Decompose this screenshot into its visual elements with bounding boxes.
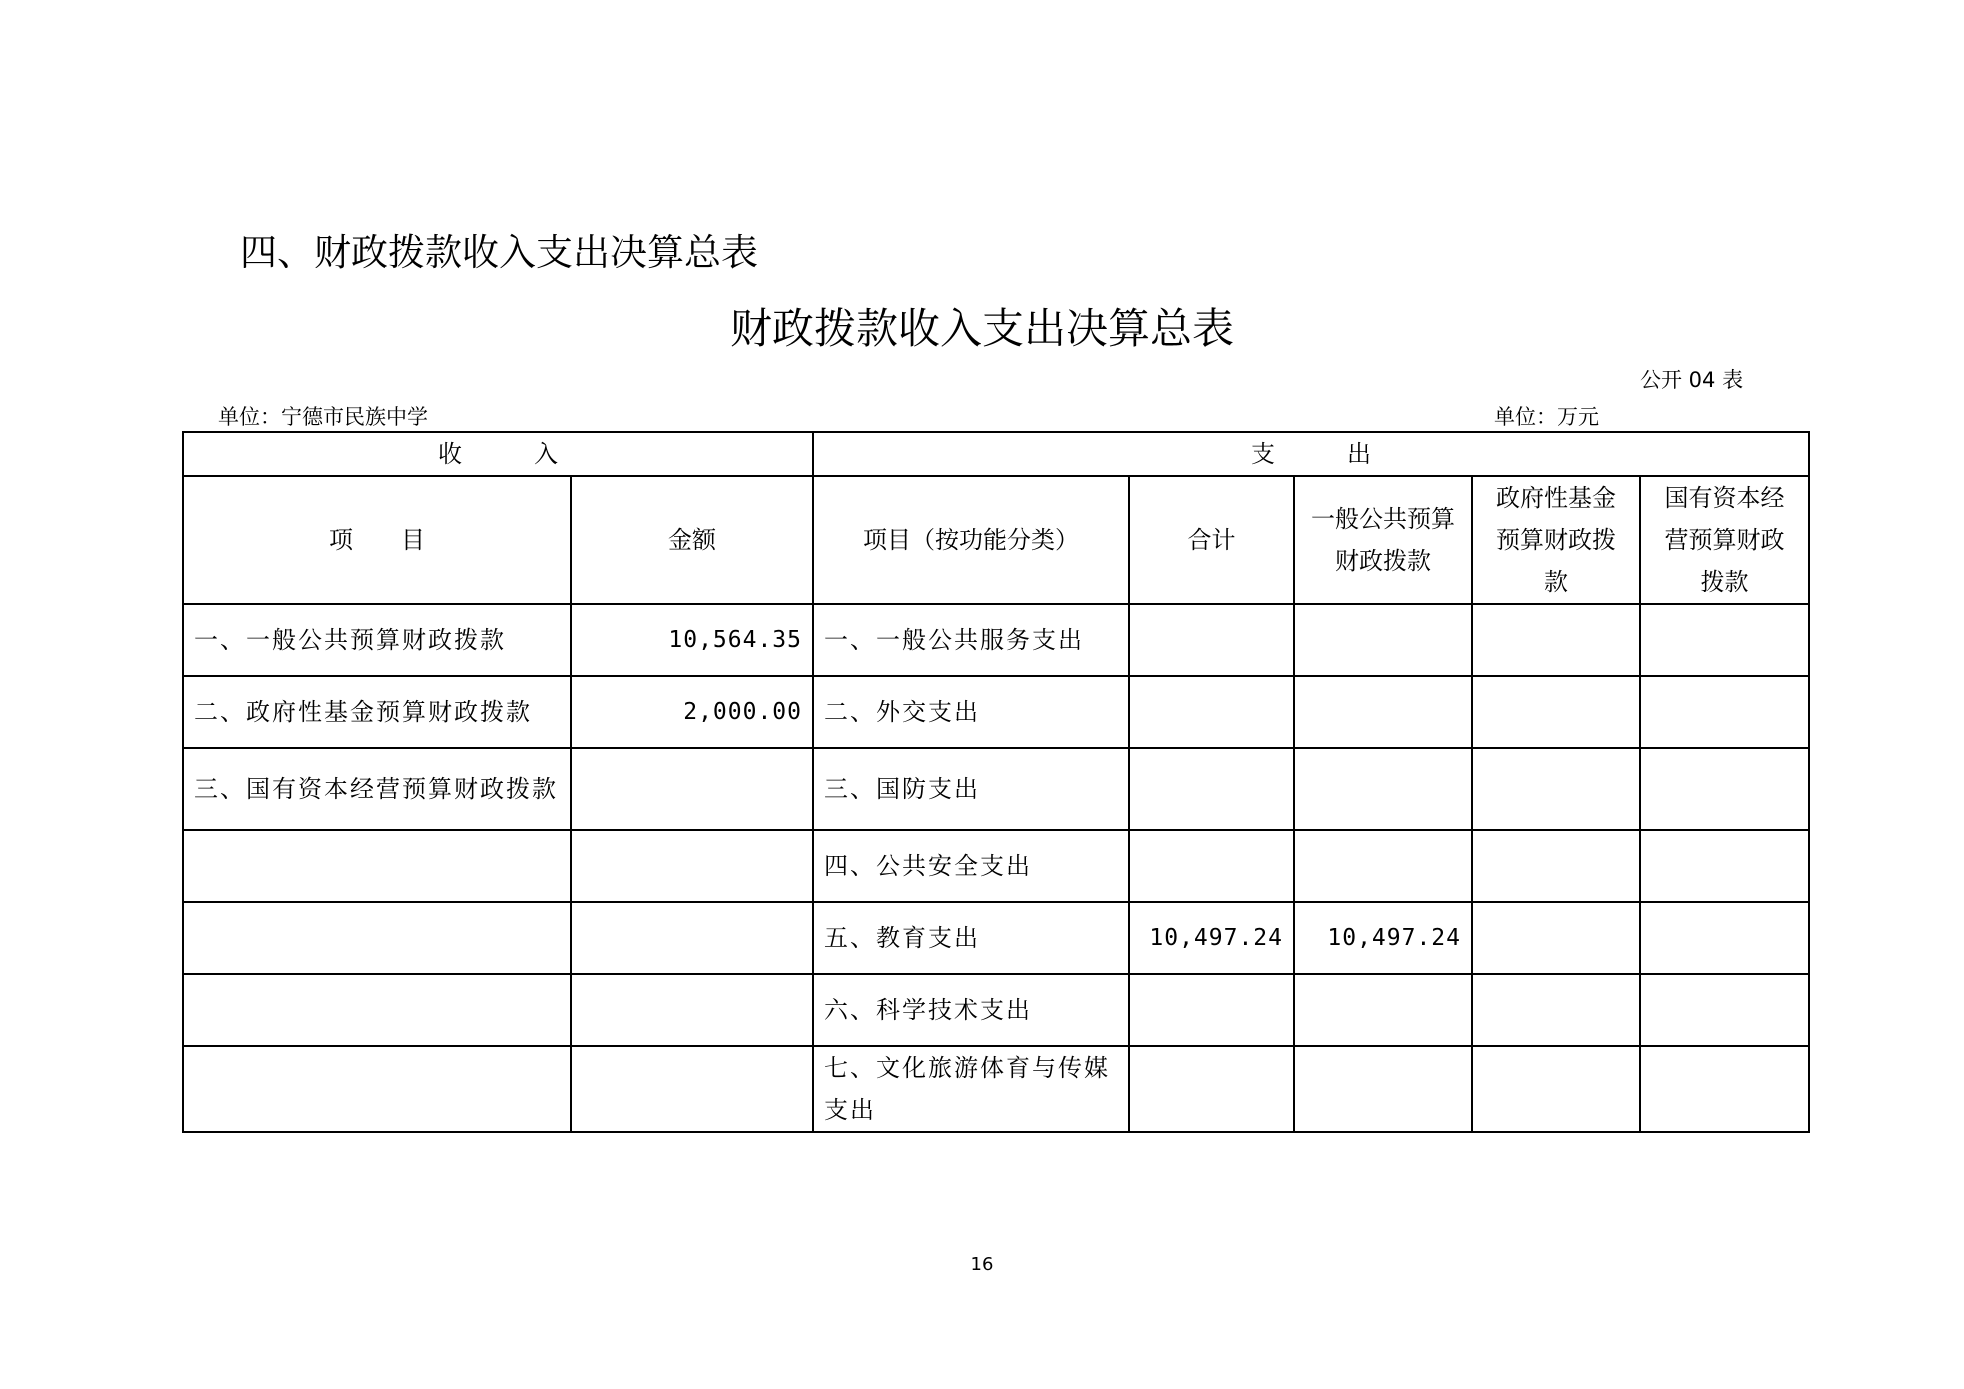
income-item-cell: 一、一般公共预算财政拨款 xyxy=(183,604,571,676)
table-row xyxy=(183,974,1809,1046)
income-item-cell xyxy=(183,902,571,974)
general-budget-cell xyxy=(1294,676,1472,748)
income-item-cell xyxy=(183,830,571,902)
income-amount-cell xyxy=(571,1046,813,1132)
income-amount-cell xyxy=(571,748,813,830)
state-capital-cell xyxy=(1640,604,1809,676)
total-header: 合计 xyxy=(1129,476,1294,604)
state-capital-cell xyxy=(1640,830,1809,902)
expense-item-header: 项目（按功能分类） xyxy=(813,476,1129,604)
income-amount-cell xyxy=(571,902,813,974)
reporting-unit: 单位：宁德市民族中学 xyxy=(218,405,428,429)
income-group-header: 收 入 xyxy=(183,432,813,476)
gov-fund-cell xyxy=(1472,902,1640,974)
gov-fund-cell xyxy=(1472,676,1640,748)
gov-fund-header: 政府性基金预算财政拨款 xyxy=(1472,476,1640,604)
table-row xyxy=(183,676,1809,748)
table-row xyxy=(183,748,1809,830)
state-capital-cell xyxy=(1640,1046,1809,1132)
income-item-cell: 三、国有资本经营预算财政拨款 xyxy=(183,748,571,830)
total-cell xyxy=(1129,748,1294,830)
gov-fund-cell xyxy=(1472,604,1640,676)
expense-item-cell: 二、外交支出 xyxy=(813,676,1129,748)
expense-item-cell: 七、文化旅游体育与传媒支出 xyxy=(813,1046,1129,1132)
income-item-cell xyxy=(183,974,571,1046)
state-capital-header: 国有资本经营预算财政拨款 xyxy=(1640,476,1809,604)
table-code: 公开 04 表 xyxy=(1640,368,1744,392)
general-budget-header: 一般公共预算财政拨款 xyxy=(1294,476,1472,604)
currency-unit: 单位：万元 xyxy=(1494,405,1599,429)
general-budget-cell: 10,497.24 xyxy=(1294,902,1472,974)
page-number: 16 xyxy=(970,1254,994,1275)
general-budget-cell xyxy=(1294,604,1472,676)
state-capital-cell xyxy=(1640,974,1809,1046)
table-row xyxy=(183,1046,1809,1132)
section-heading: 四、财政拨款收入支出决算总表 xyxy=(240,231,758,274)
expense-item-cell: 五、教育支出 xyxy=(813,902,1129,974)
general-budget-cell xyxy=(1294,974,1472,1046)
income-amount-cell xyxy=(571,830,813,902)
income-amount-cell xyxy=(571,974,813,1046)
table-row xyxy=(183,902,1809,974)
income-amount-header: 金额 xyxy=(571,476,813,604)
state-capital-cell xyxy=(1640,902,1809,974)
gov-fund-cell xyxy=(1472,1046,1640,1132)
general-budget-cell xyxy=(1294,1046,1472,1132)
income-amount-cell: 2,000.00 xyxy=(571,676,813,748)
total-cell xyxy=(1129,676,1294,748)
general-budget-cell xyxy=(1294,830,1472,902)
income-item-cell: 二、政府性基金预算财政拨款 xyxy=(183,676,571,748)
expense-item-cell: 四、公共安全支出 xyxy=(813,830,1129,902)
total-cell xyxy=(1129,974,1294,1046)
column-header-row xyxy=(183,476,1809,604)
general-budget-cell xyxy=(1294,748,1472,830)
total-cell xyxy=(1129,1046,1294,1132)
gov-fund-cell xyxy=(1472,830,1640,902)
table-row xyxy=(183,604,1809,676)
income-item-cell xyxy=(183,1046,571,1132)
state-capital-cell xyxy=(1640,748,1809,830)
income-item-header: 项 目 xyxy=(183,476,571,604)
group-header-row xyxy=(183,432,1809,476)
table-title: 财政拨款收入支出决算总表 xyxy=(729,304,1234,353)
expense-item-cell: 一、一般公共服务支出 xyxy=(813,604,1129,676)
expense-group-header: 支 出 xyxy=(813,432,1809,476)
expense-item-cell: 三、国防支出 xyxy=(813,748,1129,830)
gov-fund-cell xyxy=(1472,748,1640,830)
state-capital-cell xyxy=(1640,676,1809,748)
total-cell xyxy=(1129,604,1294,676)
table-row xyxy=(183,830,1809,902)
gov-fund-cell xyxy=(1472,974,1640,1046)
total-cell: 10,497.24 xyxy=(1129,902,1294,974)
income-amount-cell: 10,564.35 xyxy=(571,604,813,676)
budget-table xyxy=(182,431,1810,1133)
expense-item-cell: 六、科学技术支出 xyxy=(813,974,1129,1046)
total-cell xyxy=(1129,830,1294,902)
